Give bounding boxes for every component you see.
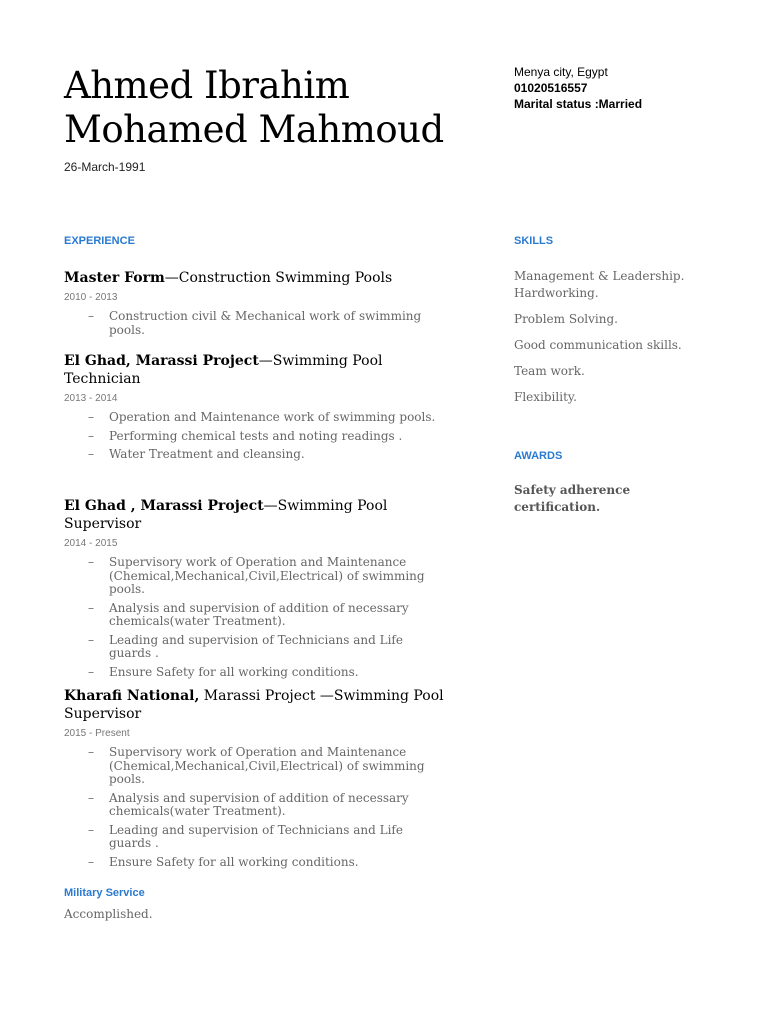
duty-item: – Performing chemical tests and noting readings . — [88, 428, 403, 443]
job-role: —Construction Swimming Pools — [164, 270, 393, 286]
duty-item: – Leading and supervision of Technicians and Life guards . — [88, 822, 403, 850]
job-dates: 2014 - 2015 — [64, 538, 118, 549]
candidate-name — [64, 64, 504, 152]
duty-item: – Water Treatment and cleansing. — [88, 447, 305, 461]
duty-item: – Analysis and supervision of addition of necessary chemicals(water Treatment). — [88, 600, 409, 628]
job-org: El Ghad , Marassi Project — [64, 498, 264, 514]
dash-bullet: – — [88, 600, 94, 615]
military-service-heading: Military Service — [64, 887, 145, 899]
job-role: Marassi Project —Swimming Pool Supervisor — [64, 688, 444, 722]
job-duties — [64, 746, 444, 869]
job-entry — [64, 497, 444, 684]
name-line-2: Mohamed Mahmoud — [64, 108, 444, 151]
job-dates: 2010 - 2013 — [64, 292, 118, 303]
job-org: El Ghad, Marassi Project — [64, 353, 259, 369]
job-duties — [64, 310, 444, 337]
duty-item: – Construction civil & Mechanical work of swimming pools. — [88, 309, 422, 337]
dash-bullet: – — [88, 632, 94, 647]
dash-bullet: – — [88, 745, 94, 759]
skills-list — [514, 268, 714, 415]
skill-item: Flexibility. — [514, 390, 577, 404]
dash-bullet: – — [88, 410, 94, 424]
phone-number: 01020516557 — [514, 81, 588, 95]
military-service-status: Accomplished. — [64, 907, 153, 921]
job-title — [64, 497, 444, 533]
duty-item: – Leading and supervision of Technicians and Life guards . — [88, 632, 403, 660]
duty-item: – Operation and Maintenance work of swimming pools. — [88, 410, 436, 424]
job-entry — [64, 687, 444, 874]
location: Menya city, Egypt — [514, 65, 608, 79]
duty-item: – Supervisory work of Operation and Maintenance (Chemical,Mechanical,Civil,Electrical) of swimming pools. — [88, 745, 425, 786]
job-dates: 2015 - Present — [64, 728, 130, 739]
dash-bullet: – — [88, 822, 94, 837]
job-duties — [64, 556, 444, 679]
dash-bullet: – — [88, 555, 94, 569]
date-of-birth: 26-March-1991 — [64, 160, 146, 174]
skill-item: Management & Leadership. Hardworking. — [514, 269, 685, 300]
job-title — [64, 687, 444, 723]
skills-heading: SKILLS — [514, 235, 554, 247]
job-org: Master Form — [64, 270, 165, 286]
experience-heading: EXPERIENCE — [64, 235, 135, 247]
marital-status: Marital status :Married — [514, 97, 643, 111]
dash-bullet: – — [88, 664, 94, 679]
award-item: Safety adherence certification. — [514, 483, 631, 514]
job-duties — [64, 411, 444, 462]
duty-item: – Analysis and supervision of addition of necessary chemicals(water Treatment). — [88, 790, 409, 818]
dash-bullet: – — [88, 428, 94, 443]
job-title — [64, 269, 444, 287]
skill-item: Team work. — [514, 364, 585, 378]
job-role: —Swimming Pool Technician — [64, 353, 383, 387]
job-entry — [64, 352, 444, 467]
name-line-1: Ahmed Ibrahim — [64, 64, 350, 107]
job-role: —Swimming Pool Supervisor — [64, 498, 388, 532]
duty-item: – Ensure Safety for all working conditions. — [88, 854, 359, 869]
awards-heading: AWARDS — [514, 450, 563, 462]
job-dates: 2013 - 2014 — [64, 393, 118, 404]
job-title — [64, 352, 444, 388]
skill-item: Problem Solving. — [514, 312, 618, 326]
contact-block — [514, 64, 642, 112]
dash-bullet: – — [88, 447, 94, 461]
dash-bullet: – — [88, 854, 94, 869]
skill-item: Good communication skills. — [514, 338, 682, 352]
duty-item: – Supervisory work of Operation and Maintenance (Chemical,Mechanical,Civil,Electrical) of swimming pools. — [88, 555, 425, 596]
duty-item: – Ensure Safety for all working conditions. — [88, 664, 359, 679]
job-org: Kharafi National, — [64, 688, 200, 704]
dash-bullet: – — [88, 790, 94, 805]
job-entry — [64, 269, 444, 342]
dash-bullet: – — [88, 309, 94, 323]
